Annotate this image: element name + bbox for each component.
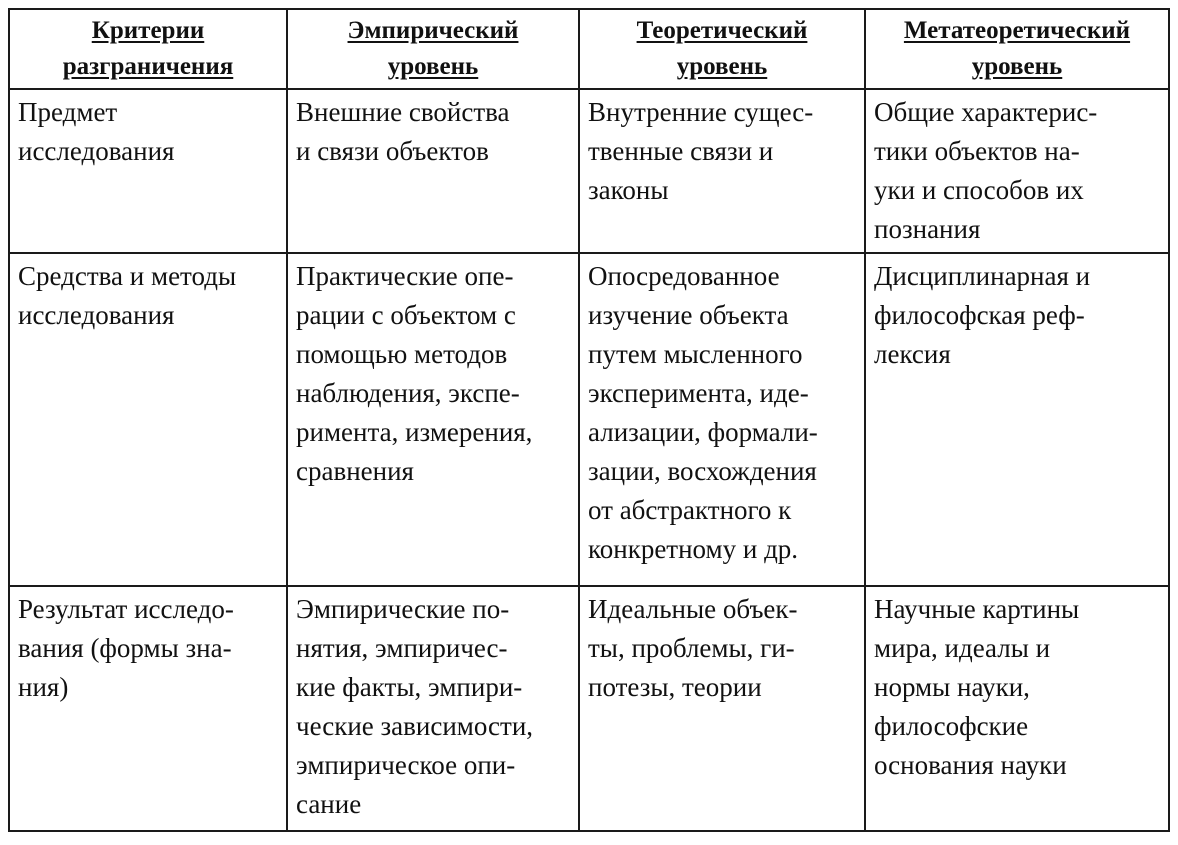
cell-text: Предмет исследования bbox=[18, 97, 175, 166]
comparison-table bbox=[8, 8, 1170, 832]
header-metatheoretical bbox=[865, 9, 1169, 89]
header-empirical-label: Эмпирический уровень bbox=[347, 17, 519, 80]
header-theoretical-label: Теоретический уровень bbox=[636, 17, 808, 80]
table-cell bbox=[865, 586, 1169, 831]
cell-text: Результат исследо- вания (формы зна- ния) bbox=[18, 594, 234, 702]
cell-text: Идеальные объек- ты, проблемы, ги- потезы, теории bbox=[588, 594, 798, 702]
header-metatheoretical-label: Метатеоретический уровень bbox=[903, 17, 1131, 80]
table-cell bbox=[9, 253, 287, 586]
cell-text: Практические опе- рации с объектом с помощью методов наблюдения, экспе- римента, измерения, сравнения bbox=[296, 261, 533, 486]
table-cell bbox=[579, 89, 865, 253]
table-cell bbox=[865, 253, 1169, 586]
cell-text: Дисциплинарная и философская реф- лексия bbox=[874, 261, 1091, 369]
table-cell bbox=[9, 89, 287, 253]
table-row bbox=[9, 253, 1169, 586]
cell-text: Внутренние сущес- твенные связи и законы bbox=[588, 97, 814, 205]
cell-text: Общие характерис- тики объектов на- уки и способов их познания bbox=[874, 97, 1098, 244]
cell-text: Внешние свойства и связи объектов bbox=[296, 97, 510, 166]
cell-text: Научные картины мира, идеалы и нормы науки, философские основания науки bbox=[874, 594, 1080, 780]
table-cell bbox=[579, 253, 865, 586]
header-criteria-label: Критерии разграничения bbox=[62, 17, 234, 80]
cell-text: Средства и методы исследования bbox=[18, 261, 237, 330]
table-cell bbox=[287, 586, 579, 831]
cell-text: Эмпирические по- нятия, эмпиричес- кие факты, эмпири- ческие зависимости, эмпирическое опи- сание bbox=[296, 594, 534, 819]
table-row bbox=[9, 89, 1169, 253]
header-criteria bbox=[9, 9, 287, 89]
header-theoretical bbox=[579, 9, 865, 89]
table-row bbox=[9, 586, 1169, 831]
cell-text: Опосредованное изучение объекта путем мысленного эксперимента, иде- ализации, формали- зации, восхождения от абстрактного к конкретному и др. bbox=[588, 261, 818, 564]
header-empirical bbox=[287, 9, 579, 89]
table-cell bbox=[287, 89, 579, 253]
table-cell bbox=[9, 586, 287, 831]
table-cell bbox=[865, 89, 1169, 253]
header-row bbox=[9, 9, 1169, 89]
table-cell bbox=[287, 253, 579, 586]
table-cell bbox=[579, 586, 865, 831]
